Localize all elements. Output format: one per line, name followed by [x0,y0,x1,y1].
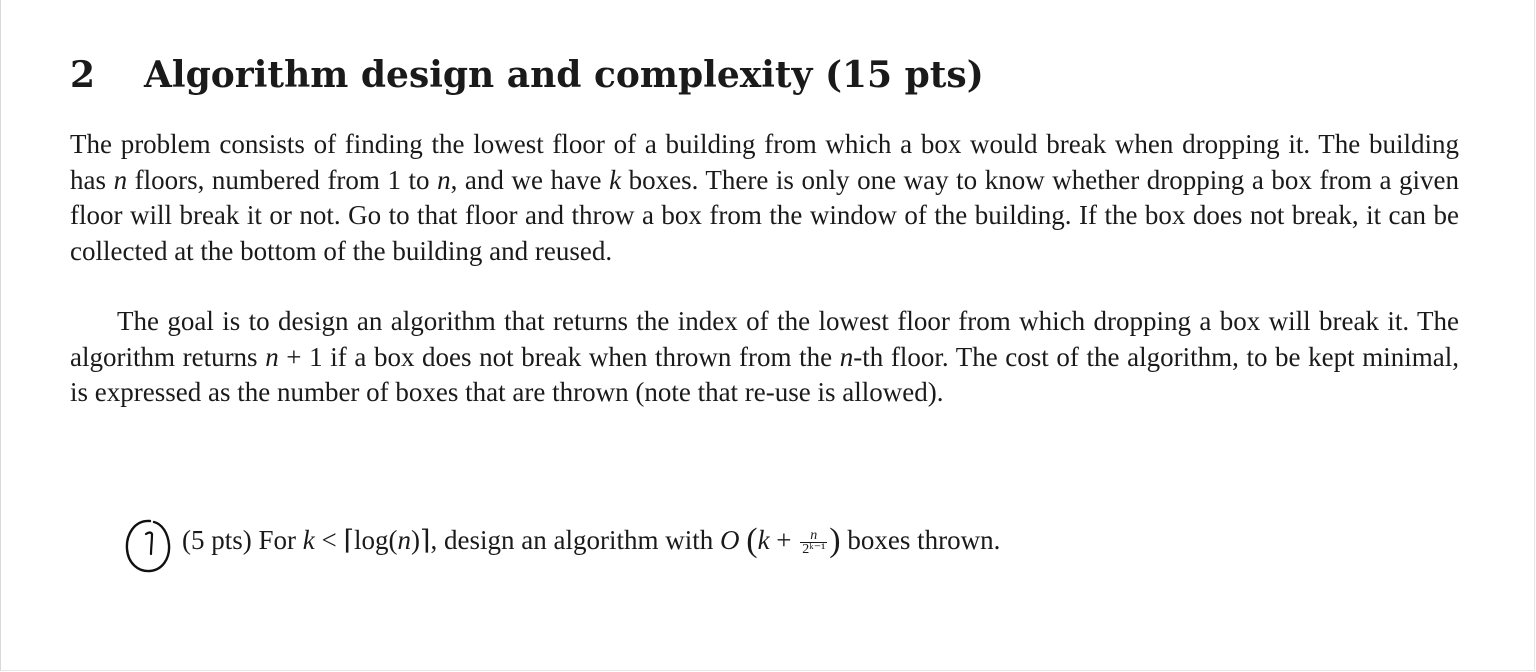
handwritten-circled-number-1 [124,517,172,575]
q1-text-2: < ⌈log( [314,525,398,555]
section-heading [70,50,984,100]
q1-big-o: O [719,525,740,555]
p2-var-n-2: n [839,341,854,372]
problem-description-paragraph [70,127,1459,269]
p1-text-2: floors, numbered from 1 to [127,164,438,195]
p2-text-1: The goal is to design an algorithm that returns the index of the lowest floor from which dropping a box will break it. The algorithm returns [70,306,1459,372]
p1-text-3: , and we have [450,164,610,195]
section-title: Algorithm design and complexity (15 pts) [144,54,984,96]
q1-text-3: )⌉, design an algorithm with [411,525,720,555]
q1-plus: + [769,525,799,555]
p1-var-n-2: n [437,164,451,195]
q1-text-5: boxes thrown. [840,525,1001,555]
q1-frac-numerator: n [800,529,827,543]
p2-text-3: -th floor. The cost of the algorithm, to be kept minimal, is expressed as the number of boxes that are thrown (note that re-use is allowed). [70,341,1459,407]
q1-text-1: (5 pts) For [182,525,303,555]
q1-var-k-2: k [757,525,770,555]
p1-var-n-1: n [113,164,128,195]
q1-paren-close: ) [829,522,841,559]
p1-text-4: boxes. There is only one way to know whether dropping a box from a given floor will break it or not. Go to that floor and throw a box from the window of the building. If the box does not break, it can be collected at the bottom of the building and reused. [70,164,1460,266]
q1-frac-denominator: 2ᵏ⁻¹ [802,542,826,557]
goal-paragraph [70,304,1459,411]
q1-paren-open: ( [746,522,758,559]
p1-var-k: k [609,164,622,195]
p2-var-n-1: n [265,341,279,372]
p1-text-1: The problem consists of finding the lowest floor of a building from which a box would break when dropping it. The building has [70,129,1459,195]
question-1-text [182,517,1000,564]
p2-text-2: + 1 if a box does not break when thrown from the [278,341,840,372]
q1-var-k: k [302,525,315,555]
q1-var-n: n [397,525,411,555]
q1-fraction [800,529,827,556]
section-number: 2 [70,54,96,96]
